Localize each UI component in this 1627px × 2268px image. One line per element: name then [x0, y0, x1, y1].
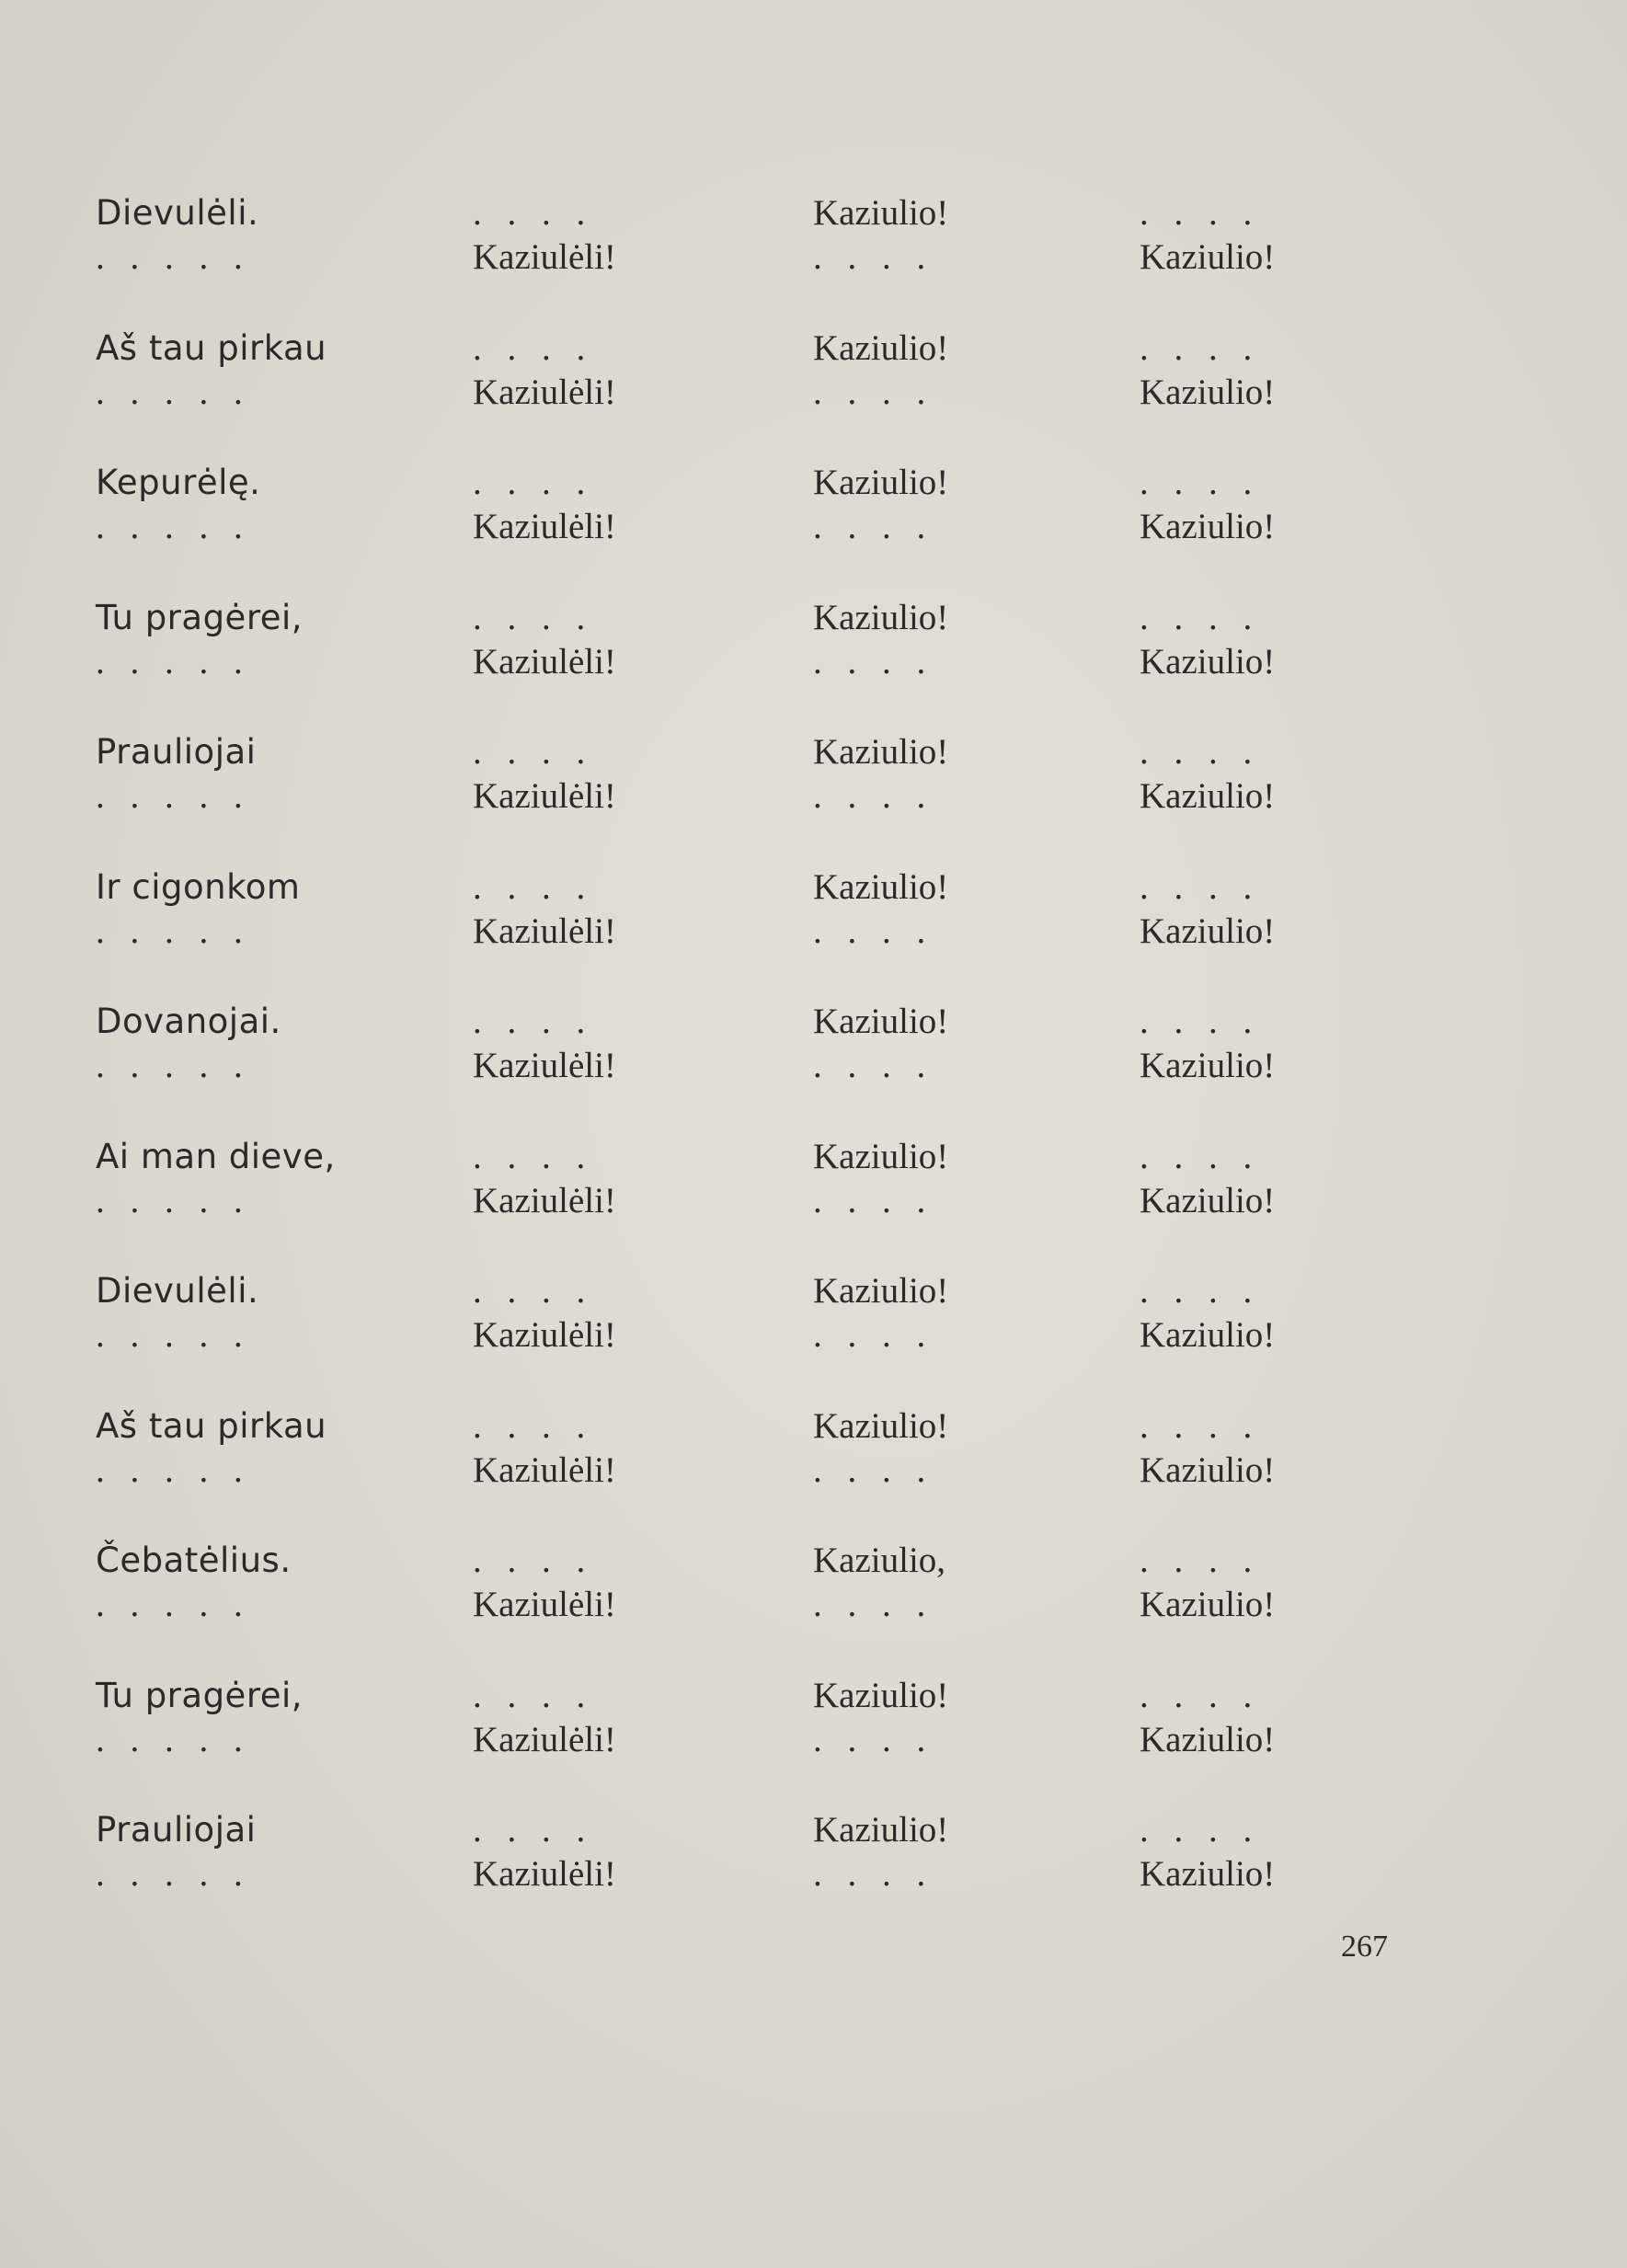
ellipsis-dots: . . . . [473, 597, 594, 637]
stanza-10 [0, 1406, 1627, 1498]
refrain-kaziuleli: Kaziulėli! [473, 1315, 616, 1355]
refrain-kaziuleli: Kaziulėli! [473, 641, 616, 682]
refrain-kaziulio: Kaziulio! [1140, 237, 1276, 277]
ellipsis-dots: . . . . . [96, 911, 251, 951]
ellipsis-dots: . . . . [813, 1449, 934, 1490]
ellipsis-dots: . . . . [813, 1180, 934, 1220]
lyric-line: Ir cigonkom [96, 866, 301, 907]
refrain-kaziulio: Kaziulio! [813, 732, 949, 772]
refrain-kaziuleli: Kaziulėli! [473, 776, 616, 816]
refrain-kaziulio: Kaziulio! [813, 1675, 949, 1715]
page-number: 267 [1341, 1930, 1388, 1964]
refrain-kaziuleli: Kaziulėli! [473, 1449, 616, 1490]
refrain-kaziuleli: Kaziulėli! [473, 507, 616, 546]
refrain-kaziuleli: Kaziulėli! [473, 1585, 616, 1624]
refrain-kaziulio: Kaziulio! [1140, 1719, 1276, 1759]
lyric-line: Prauliojai [96, 1810, 257, 1850]
ellipsis-dots: . . . . [473, 732, 594, 772]
refrain-kaziulio: Kaziulio! [1140, 641, 1276, 682]
ellipsis-dots: . . . . [1140, 1271, 1261, 1311]
ellipsis-dots: . . . . . [96, 237, 251, 277]
refrain-kaziulio: Kaziulio! [1140, 911, 1276, 951]
refrain-kaziulio: Kaziulio! [1140, 372, 1276, 412]
refrain-kaziulio: Kaziulio! [813, 597, 949, 637]
ellipsis-dots: . . . . [1140, 1541, 1261, 1580]
refrain-kaziulio: Kaziulio! [1140, 1046, 1276, 1085]
lyric-line: Aš tau pirkau [96, 1405, 327, 1446]
ellipsis-dots: . . . . [473, 327, 594, 368]
ellipsis-dots: . . . . . [96, 1046, 251, 1085]
refrain-kaziulio: Kaziulio! [813, 1405, 949, 1446]
stanza-3 [0, 463, 1627, 555]
ellipsis-dots: . . . . [1140, 1405, 1261, 1446]
lyric-line: Prauliojai [96, 732, 257, 772]
stanza-12 [0, 1676, 1627, 1768]
ellipsis-dots: . . . . [1140, 1675, 1261, 1715]
refrain-kaziulio: Kaziulio! [813, 1002, 949, 1041]
ellipsis-dots: . . . . . [96, 1854, 251, 1894]
lyric-line: Aš tau pirkau [96, 327, 327, 368]
refrain-kaziulio: Kaziulio! [1140, 1854, 1276, 1894]
stanza-2 [0, 328, 1627, 420]
refrain-kaziulio: Kaziulio! [813, 1136, 949, 1176]
ellipsis-dots: . . . . [473, 1541, 594, 1580]
ellipsis-dots: . . . . [813, 641, 934, 682]
refrain-kaziuleli: Kaziulėli! [473, 237, 616, 277]
ellipsis-dots: . . . . [813, 1315, 934, 1355]
stanza-8 [0, 1137, 1627, 1229]
refrain-kaziuleli: Kaziulėli! [473, 1046, 616, 1085]
lyric-line: Dievulėli. [96, 1271, 259, 1311]
lyric-line: Kepurėlę. [96, 463, 261, 502]
stanza-1 [0, 193, 1627, 285]
ellipsis-dots: . . . . . [96, 776, 251, 816]
stanza-11 [0, 1541, 1627, 1632]
ellipsis-dots: . . . . [473, 193, 594, 233]
ellipsis-dots: . . . . [813, 507, 934, 546]
stanza-4 [0, 598, 1627, 690]
ellipsis-dots: . . . . [813, 911, 934, 951]
refrain-kaziuleli: Kaziulėli! [473, 1854, 616, 1894]
refrain-kaziulio: Kaziulio! [813, 1271, 949, 1311]
refrain-kaziulio: Kaziulio! [1140, 507, 1276, 546]
ellipsis-dots: . . . . [473, 1810, 594, 1850]
refrain-kaziuleli: Kaziulėli! [473, 1719, 616, 1759]
ellipsis-dots: . . . . [473, 1002, 594, 1041]
stanza-6 [0, 867, 1627, 959]
ellipsis-dots: . . . . [813, 372, 934, 412]
ellipsis-dots: . . . . [1140, 463, 1261, 502]
lyric-line: Dievulėli. [96, 193, 259, 233]
ellipsis-dots: . . . . [473, 1136, 594, 1176]
ellipsis-dots: . . . . [473, 1405, 594, 1446]
ellipsis-dots: . . . . [1140, 193, 1261, 233]
refrain-kaziulio: Kaziulio! [1140, 776, 1276, 816]
ellipsis-dots: . . . . [473, 866, 594, 907]
refrain-kaziulio: Kaziulio! [1140, 1315, 1276, 1355]
refrain-kaziulio: Kaziulio! [813, 193, 949, 233]
refrain-kaziulio: Kaziulio! [1140, 1585, 1276, 1624]
ellipsis-dots: . . . . . [96, 1315, 251, 1355]
lyric-line: Tu pragėrei, [96, 1675, 304, 1715]
ellipsis-dots: . . . . [1140, 866, 1261, 907]
lyric-line: Dovanojai. [96, 1002, 281, 1041]
lyric-line: Tu pragėrei, [96, 597, 304, 637]
ellipsis-dots: . . . . . [96, 1449, 251, 1490]
stanza-5 [0, 732, 1627, 824]
lyric-line: Ai man dieve, [96, 1136, 336, 1176]
refrain-kaziuleli: Kaziulėli! [473, 911, 616, 951]
refrain-kaziulio: Kaziulio! [1140, 1449, 1276, 1490]
stanza-9 [0, 1271, 1627, 1363]
ellipsis-dots: . . . . [813, 1046, 934, 1085]
ellipsis-dots: . . . . [1140, 1002, 1261, 1041]
ellipsis-dots: . . . . [813, 1585, 934, 1624]
stanza-13 [0, 1810, 1627, 1902]
ellipsis-dots: . . . . [1140, 327, 1261, 368]
ellipsis-dots: . . . . [473, 1271, 594, 1311]
ellipsis-dots: . . . . [813, 237, 934, 277]
refrain-kaziuleli: Kaziulėli! [473, 372, 616, 412]
refrain-kaziulio: Kaziulio! [813, 327, 949, 368]
refrain-kaziulio: Kaziulio, [813, 1541, 946, 1580]
ellipsis-dots: . . . . . [96, 1585, 251, 1624]
ellipsis-dots: . . . . . [96, 372, 251, 412]
ellipsis-dots: . . . . [813, 1854, 934, 1894]
ellipsis-dots: . . . . [473, 1675, 594, 1715]
ellipsis-dots: . . . . [1140, 1136, 1261, 1176]
refrain-kaziulio: Kaziulio! [813, 1810, 949, 1850]
refrain-kaziulio: Kaziulio! [1140, 1180, 1276, 1220]
ellipsis-dots: . . . . [1140, 1810, 1261, 1850]
ellipsis-dots: . . . . . [96, 641, 251, 682]
refrain-kaziulio: Kaziulio! [813, 463, 949, 502]
stanza-7 [0, 1002, 1627, 1094]
ellipsis-dots: . . . . [813, 1719, 934, 1759]
ellipsis-dots: . . . . [1140, 597, 1261, 637]
ellipsis-dots: . . . . [473, 463, 594, 502]
refrain-kaziulio: Kaziulio! [813, 866, 949, 907]
ellipsis-dots: . . . . . [96, 507, 251, 546]
ellipsis-dots: . . . . [813, 776, 934, 816]
ellipsis-dots: . . . . . [96, 1719, 251, 1759]
ellipsis-dots: . . . . [1140, 732, 1261, 772]
refrain-kaziuleli: Kaziulėli! [473, 1180, 616, 1220]
lyric-line: Čebatėlius. [96, 1541, 292, 1580]
ellipsis-dots: . . . . . [96, 1180, 251, 1220]
